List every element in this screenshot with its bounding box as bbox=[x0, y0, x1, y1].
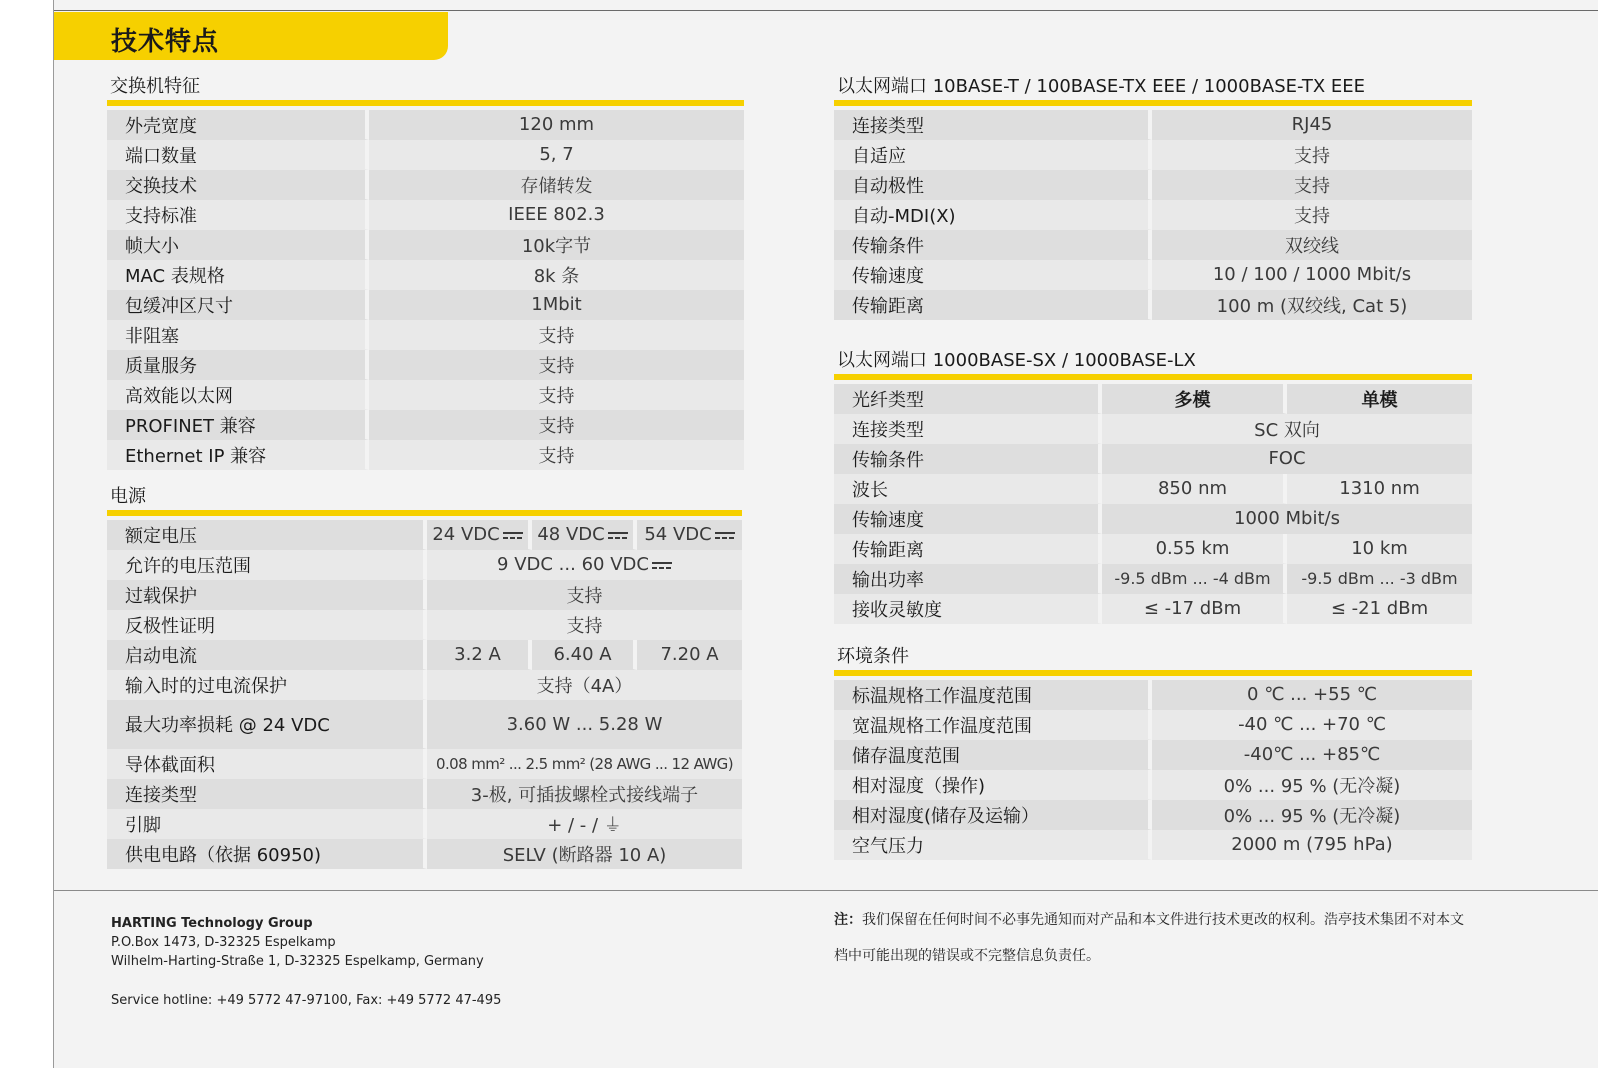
spec-label: 空气压力 bbox=[834, 830, 1152, 860]
spec-value: + / - / ⏚ bbox=[427, 809, 742, 839]
table-row bbox=[834, 680, 1472, 710]
spec-label: 传输条件 bbox=[834, 444, 1102, 474]
table-row bbox=[834, 504, 1472, 534]
spec-label: 传输速度 bbox=[834, 504, 1102, 534]
table-row bbox=[107, 200, 744, 230]
table-row bbox=[834, 290, 1472, 320]
table-row bbox=[834, 260, 1472, 290]
spec-value: 0.55 km bbox=[1102, 534, 1287, 564]
section-underline bbox=[107, 100, 744, 106]
table-row bbox=[107, 140, 744, 170]
spec-value: 双绞线 bbox=[1152, 230, 1472, 260]
table-row bbox=[107, 260, 744, 290]
fiber-ethernet-table bbox=[834, 384, 1472, 624]
table-row bbox=[107, 809, 742, 839]
spec-label: 质量服务 bbox=[107, 350, 369, 380]
table-row bbox=[834, 710, 1472, 740]
dc-symbol-icon bbox=[608, 531, 628, 540]
spec-label: 波长 bbox=[834, 474, 1102, 504]
spec-label: 传输距离 bbox=[834, 534, 1102, 564]
table-row bbox=[107, 580, 742, 610]
spec-label: 引脚 bbox=[107, 809, 427, 839]
spec-value: -40 ℃ ... +70 ℃ bbox=[1152, 710, 1472, 740]
spec-value: 支持（4A） bbox=[427, 670, 742, 700]
address-line: P.O.Box 1473, D-32325 Espelkamp bbox=[111, 935, 336, 950]
spec-label: 输入时的过电流保护 bbox=[107, 670, 427, 700]
dc-symbol-icon bbox=[503, 531, 523, 540]
table-row bbox=[834, 140, 1472, 170]
table-row bbox=[834, 444, 1472, 474]
switch-features-section bbox=[107, 74, 744, 470]
dc-symbol-icon bbox=[715, 531, 735, 540]
spec-label: 供电电路（依据 60950) bbox=[107, 839, 427, 869]
dc-symbol-icon bbox=[652, 561, 672, 570]
spec-value: FOC bbox=[1102, 444, 1472, 474]
spec-label: 标温规格工作温度范围 bbox=[834, 680, 1152, 710]
spec-label: 高效能以太网 bbox=[107, 380, 369, 410]
address-line: Wilhelm-Harting-Straße 1, D-32325 Espelkamp, Germany bbox=[111, 954, 484, 969]
table-row bbox=[107, 550, 742, 580]
table-row bbox=[107, 779, 742, 809]
section-title: 以太网端口 10BASE-T / 100BASE-TX EEE / 1000BASE-TX EEE bbox=[837, 76, 1366, 97]
section-title: 交换机特征 bbox=[110, 76, 200, 97]
spec-value: -9.5 dBm ... -4 dBm bbox=[1102, 564, 1287, 594]
table-row bbox=[834, 384, 1472, 414]
spec-label: 包缓冲区尺寸 bbox=[107, 290, 369, 320]
table-row bbox=[107, 110, 744, 140]
spec-label: Ethernet IP 兼容 bbox=[107, 440, 369, 470]
table-row bbox=[834, 230, 1472, 260]
spec-value: 0.08 mm² ... 2.5 mm² (28 AWG ... 12 AWG) bbox=[427, 749, 742, 779]
spec-value: ≤ -21 dBm bbox=[1287, 594, 1472, 624]
table-row bbox=[834, 474, 1472, 504]
spec-value: 支持 bbox=[1152, 200, 1472, 230]
table-row bbox=[834, 110, 1472, 140]
environment-table bbox=[834, 680, 1472, 860]
section-underline bbox=[834, 670, 1472, 676]
table-row bbox=[107, 640, 742, 670]
spec-label: 自适应 bbox=[834, 140, 1152, 170]
disclaimer-note bbox=[834, 902, 1474, 974]
spec-value: -40℃ ... +85℃ bbox=[1152, 740, 1472, 770]
table-row bbox=[107, 440, 744, 470]
spec-value: 7.20 A bbox=[637, 640, 742, 670]
spec-value: 5, 7 bbox=[369, 140, 744, 170]
spec-label: 导体截面积 bbox=[107, 749, 427, 779]
spec-label: 反极性证明 bbox=[107, 610, 427, 640]
switch-features-table bbox=[107, 110, 744, 470]
table-row bbox=[107, 670, 742, 700]
top-divider bbox=[54, 10, 1598, 11]
spec-label: 最大功率损耗 @ 24 VDC bbox=[107, 700, 427, 749]
spec-label: 帧大小 bbox=[107, 230, 369, 260]
spec-value: 100 m (双绞线, Cat 5) bbox=[1152, 290, 1472, 320]
spec-value: 48 VDC bbox=[532, 520, 637, 550]
service-hotline: Service hotline: +49 5772 47-97100, Fax: +49 5772 47-495 bbox=[111, 993, 502, 1008]
spec-label: 过载保护 bbox=[107, 580, 427, 610]
spec-label: 支持标准 bbox=[107, 200, 369, 230]
spec-value: ≤ -17 dBm bbox=[1102, 594, 1287, 624]
spec-label: 端口数量 bbox=[107, 140, 369, 170]
table-row bbox=[107, 230, 744, 260]
spec-value: 1Mbit bbox=[369, 290, 744, 320]
spec-label: 交换技术 bbox=[107, 170, 369, 200]
spec-value: 2000 m (795 hPa) bbox=[1152, 830, 1472, 860]
table-row bbox=[834, 200, 1472, 230]
table-row bbox=[107, 839, 742, 869]
spec-label: 允许的电压范围 bbox=[107, 550, 427, 580]
table-row bbox=[834, 770, 1472, 800]
spec-label: 储存温度范围 bbox=[834, 740, 1152, 770]
spec-label: 输出功率 bbox=[834, 564, 1102, 594]
section-title: 环境条件 bbox=[837, 646, 909, 667]
section-title: 以太网端口 1000BASE-SX / 1000BASE-LX bbox=[837, 350, 1196, 371]
footer-divider bbox=[54, 890, 1598, 891]
table-row bbox=[834, 740, 1472, 770]
spec-value: 支持 bbox=[369, 380, 744, 410]
spec-value: 存储转发 bbox=[369, 170, 744, 200]
spec-label: 启动电流 bbox=[107, 640, 427, 670]
section-underline bbox=[834, 374, 1472, 380]
datasheet-page bbox=[53, 0, 1598, 1068]
table-row bbox=[107, 290, 744, 320]
spec-value: 3.60 W ... 5.28 W bbox=[427, 700, 742, 749]
spec-value: 1000 Mbit/s bbox=[1102, 504, 1472, 534]
spec-value: 支持 bbox=[369, 410, 744, 440]
company-name: HARTING Technology Group bbox=[111, 916, 313, 931]
table-row bbox=[107, 170, 744, 200]
spec-value: 120 mm bbox=[369, 110, 744, 140]
spec-value: 10 / 100 / 1000 Mbit/s bbox=[1152, 260, 1472, 290]
table-row bbox=[107, 749, 742, 779]
spec-value: 0 ℃ ... +55 ℃ bbox=[1152, 680, 1472, 710]
spec-value: 10 km bbox=[1287, 534, 1472, 564]
table-row bbox=[107, 700, 742, 749]
power-section bbox=[107, 484, 742, 869]
section-title: 电源 bbox=[110, 486, 146, 507]
spec-label: MAC 表规格 bbox=[107, 260, 369, 290]
copper-ethernet-table bbox=[834, 110, 1472, 320]
spec-label: 非阻塞 bbox=[107, 320, 369, 350]
spec-value: -9.5 dBm ... -3 dBm bbox=[1287, 564, 1472, 594]
table-row bbox=[834, 564, 1472, 594]
spec-value: 3-极, 可插拔螺栓式接线端子 bbox=[427, 779, 742, 809]
environment-section bbox=[834, 644, 1472, 860]
spec-value: 支持 bbox=[369, 320, 744, 350]
spec-label: 自动极性 bbox=[834, 170, 1152, 200]
note-text: 我们保留在任何时间不必事先通知而对产品和本文件进行技术更改的权利。浩亭技术集团不对本文档中可能出现的错误或不完整信息负责任。 bbox=[834, 912, 1464, 964]
spec-value: SELV (断路器 10 A) bbox=[427, 839, 742, 869]
table-row bbox=[107, 350, 744, 380]
spec-label: 额定电压 bbox=[107, 520, 427, 550]
spec-label: 自动-MDI(X) bbox=[834, 200, 1152, 230]
spec-value: 8k 条 bbox=[369, 260, 744, 290]
spec-label: 连接类型 bbox=[107, 779, 427, 809]
table-row bbox=[834, 170, 1472, 200]
spec-value: 支持 bbox=[1152, 140, 1472, 170]
spec-value: 3.2 A bbox=[427, 640, 532, 670]
fiber-ethernet-section bbox=[834, 348, 1472, 624]
column-header-multimode: 多模 bbox=[1102, 384, 1287, 414]
spec-value: 1310 nm bbox=[1287, 474, 1472, 504]
copper-ethernet-section bbox=[834, 74, 1472, 320]
spec-value: 0% ... 95 % (无冷凝) bbox=[1152, 770, 1472, 800]
spec-value: 24 VDC bbox=[427, 520, 532, 550]
table-row bbox=[107, 410, 744, 440]
table-row bbox=[107, 380, 744, 410]
spec-value: 支持 bbox=[369, 440, 744, 470]
spec-value: 支持 bbox=[427, 580, 742, 610]
spec-label: 外壳宽度 bbox=[107, 110, 369, 140]
spec-value: IEEE 802.3 bbox=[369, 200, 744, 230]
company-contact bbox=[111, 914, 501, 1010]
spec-value: 0% ... 95 % (无冷凝) bbox=[1152, 800, 1472, 830]
spec-label: 传输速度 bbox=[834, 260, 1152, 290]
power-table bbox=[107, 520, 742, 869]
spec-label: 相对湿度(储存及运输） bbox=[834, 800, 1152, 830]
spec-value: 支持 bbox=[1152, 170, 1472, 200]
section-banner bbox=[54, 12, 448, 60]
spec-value: 9 VDC ... 60 VDC bbox=[427, 550, 742, 580]
spec-value: 支持 bbox=[369, 350, 744, 380]
spec-label: 相对湿度（操作) bbox=[834, 770, 1152, 800]
page-title: 技术特点 bbox=[111, 27, 220, 57]
spec-label: 宽温规格工作温度范围 bbox=[834, 710, 1152, 740]
note-label: 注： bbox=[834, 912, 862, 928]
table-row bbox=[834, 800, 1472, 830]
spec-value: 6.40 A bbox=[532, 640, 637, 670]
spec-value: 850 nm bbox=[1102, 474, 1287, 504]
spec-value: RJ45 bbox=[1152, 110, 1472, 140]
table-row bbox=[107, 320, 744, 350]
table-row bbox=[107, 520, 742, 550]
spec-label: 连接类型 bbox=[834, 110, 1152, 140]
column-header-singlemode: 单模 bbox=[1287, 384, 1472, 414]
section-underline bbox=[834, 100, 1472, 106]
table-row bbox=[834, 414, 1472, 444]
spec-label: 接收灵敏度 bbox=[834, 594, 1102, 624]
spec-value: 54 VDC bbox=[637, 520, 742, 550]
spec-value: 支持 bbox=[427, 610, 742, 640]
table-row bbox=[834, 830, 1472, 860]
section-underline bbox=[107, 510, 742, 516]
spec-label: 连接类型 bbox=[834, 414, 1102, 444]
table-row bbox=[107, 610, 742, 640]
spec-label: 传输条件 bbox=[834, 230, 1152, 260]
table-row bbox=[834, 534, 1472, 564]
spec-value: 10k字节 bbox=[369, 230, 744, 260]
spec-label: 传输距离 bbox=[834, 290, 1152, 320]
spec-label: 光纤类型 bbox=[834, 384, 1102, 414]
spec-value: SC 双向 bbox=[1102, 414, 1472, 444]
spec-label: PROFINET 兼容 bbox=[107, 410, 369, 440]
table-row bbox=[834, 594, 1472, 624]
